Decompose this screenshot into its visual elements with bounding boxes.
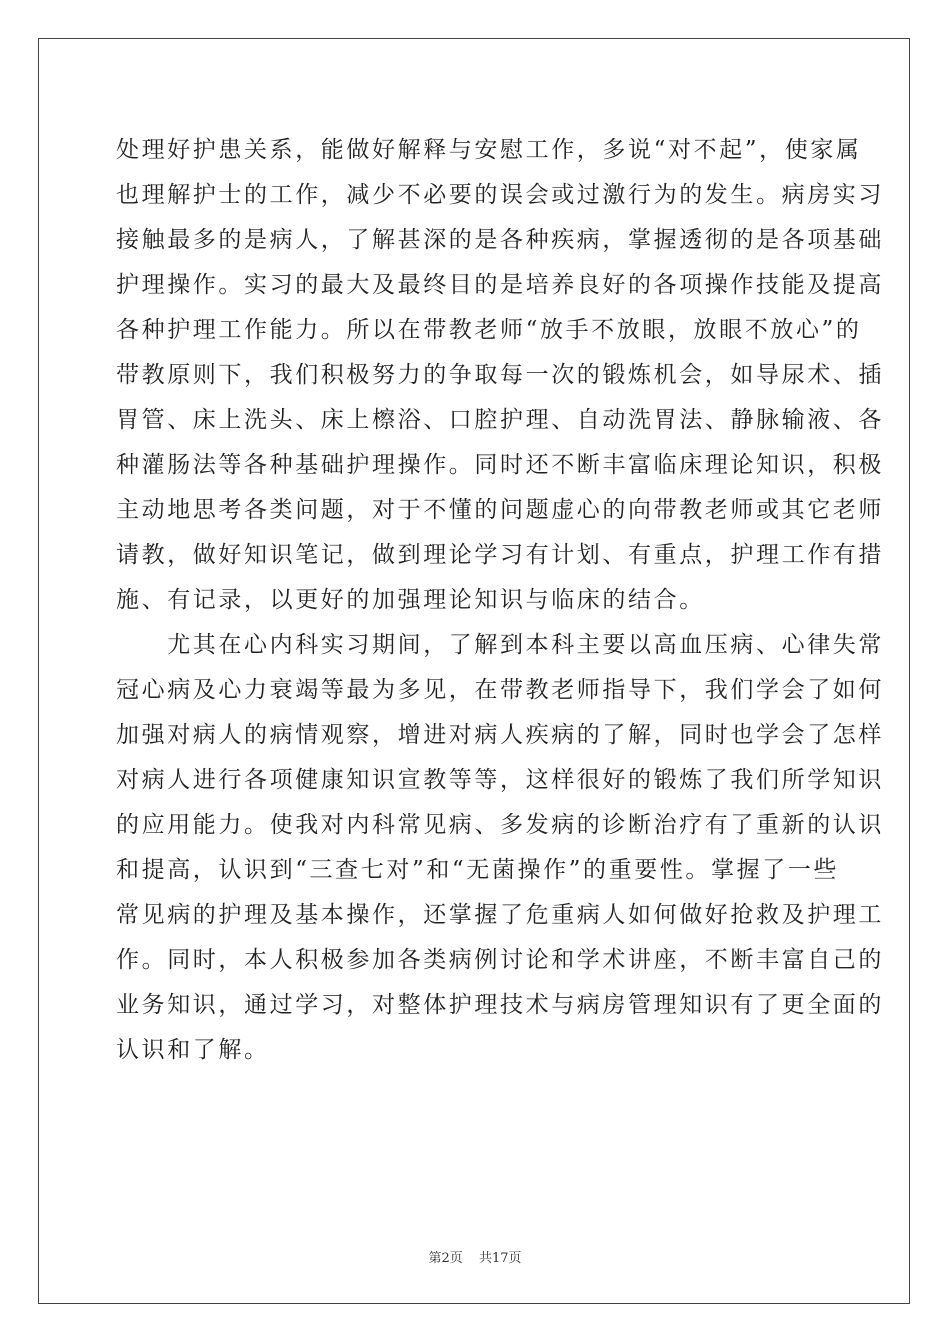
text-line: 的应用能力。使我对内科常见病、多发病的诊断治疗有了重新的认识 (116, 812, 884, 838)
paragraph-1 (116, 128, 884, 623)
text-line: 作。同时，本人积极参加各类病例讨论和学术讲座，不断丰富自己的 (116, 947, 884, 973)
page-number: 第2页 (428, 1251, 463, 1266)
text-line: 加强对病人的病情观察，增进对病人疾病的了解，同时也学会了怎样 (116, 722, 884, 748)
text-line: 种灌肠法等各种基础护理操作。同时还不断丰富临床理论知识，积极 (116, 452, 884, 478)
text-line: 和提高，认识到“三查七对”和“无菌操作”的重要性。掌握了一些 (116, 857, 840, 883)
text-line: 胃管、床上洗头、床上檫浴、口腔护理、自动洗胃法、静脉输液、各 (116, 407, 884, 433)
text-line: 施、有记录，以更好的加强理论知识与临床的结合。 (116, 587, 705, 613)
text-line: 主动地思考各类问题，对于不懂的问题虚心的向带教老师或其它老师 (116, 497, 884, 523)
text-line: 尤其在心内科实习期间，了解到本科主要以高血压病、心律失常 (116, 632, 884, 658)
text-line: 带教原则下，我们积极努力的争取每一次的锻炼机会，如导尿术、插 (116, 362, 884, 388)
text-line: 各种护理工作能力。所以在带教老师“放手不放眼，放眼不放心”的 (116, 317, 862, 343)
page-total: 共17页 (478, 1251, 522, 1266)
text-line: 业务知识，通过学习，对整体护理技术与病房管理知识有了更全面的 (116, 992, 884, 1018)
text-line: 常见病的护理及基本操作，还掌握了危重病人如何做好抢救及护理工 (116, 902, 884, 928)
text-line: 对病人进行各项健康知识宣教等等，这样很好的锻炼了我们所学知识 (116, 767, 884, 793)
text-line: 请教，做好知识笔记，做到理论学习有计划、有重点，护理工作有措 (116, 542, 884, 568)
text-line: 认识和了解。 (116, 1037, 270, 1063)
page-footer (0, 1247, 950, 1266)
paragraph-2 (116, 623, 884, 1073)
text-line: 也理解护士的工作，减少不必要的误会或过激行为的发生。病房实习 (116, 182, 884, 208)
text-line: 护理操作。实习的最大及最终目的是培养良好的各项操作技能及提高 (116, 272, 884, 298)
text-line: 接触最多的是病人，了解甚深的是各种疾病，掌握透彻的是各项基础 (116, 227, 884, 253)
document-body (116, 128, 884, 1073)
text-line: 冠心病及心力衰竭等最为多见，在带教老师指导下，我们学会了如何 (116, 677, 884, 703)
text-line: 处理好护患关系，能做好解释与安慰工作，多说“对不起”，使家属 (116, 137, 862, 163)
